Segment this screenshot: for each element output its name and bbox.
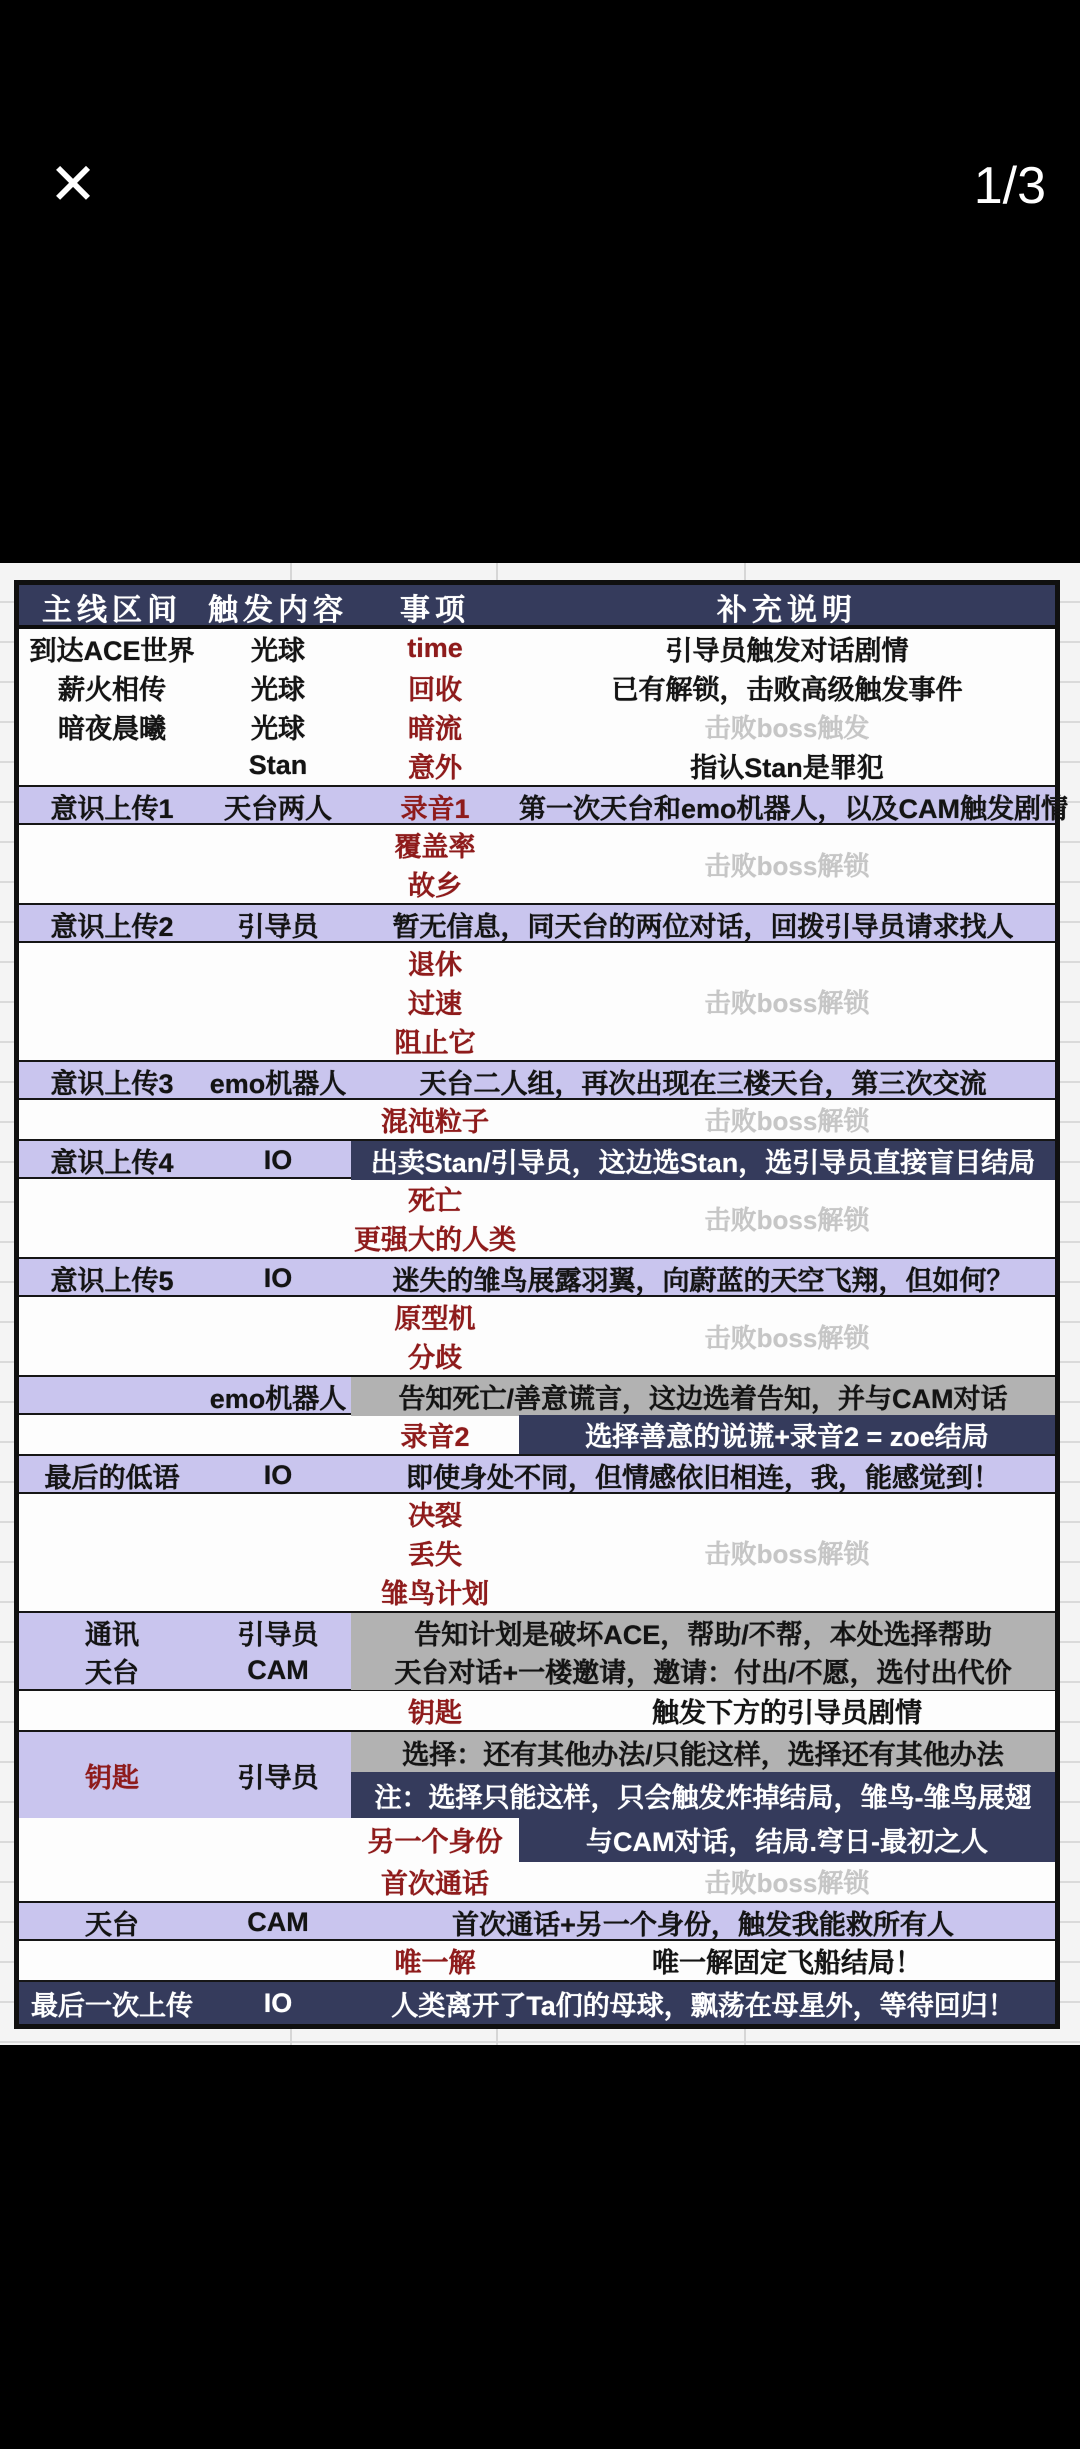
table-cell <box>351 1179 519 1257</box>
table-cell: IO <box>263 1145 293 1175</box>
table-cell: 告知死亡/善意谎言，这边选着告知，并与CAM对话 <box>351 1377 1055 1416</box>
watermark-text: 击败boss解锁 <box>704 1868 870 1898</box>
table-row <box>19 1139 1055 1179</box>
table-cell: 意识上传3 <box>50 1069 174 1099</box>
table-cell: 人类离开了Ta们的母球，飘荡在母星外，等待回归！ <box>391 1990 1015 2021</box>
table-cell: 唯一解 <box>394 1948 476 1978</box>
event-item: 分歧 <box>408 1343 462 1373</box>
table-cell: emo机器人 <box>209 1384 347 1414</box>
event-item: 更强大的人类 <box>354 1225 516 1255</box>
table-cell: 天台两人 <box>224 794 332 824</box>
table-row <box>19 1297 1055 1375</box>
table-row <box>19 1862 1055 1901</box>
watermark-text: 击败boss解锁 <box>704 988 870 1018</box>
table-cell: 暗夜晨曦 <box>58 714 166 744</box>
table-cell: 光球 <box>251 675 305 705</box>
table-row <box>19 1730 1055 1816</box>
table-cell: 另一个身份 <box>367 1826 503 1857</box>
table-cell: IO <box>263 1263 293 1293</box>
table-row <box>19 746 1055 785</box>
table-cell: 暗流 <box>408 714 462 744</box>
table-row <box>19 1941 1055 1980</box>
table-row <box>19 629 1055 668</box>
walkthrough-table <box>14 580 1069 2029</box>
table-cell: 天台二人组，再次出现在三楼天台，第三次交流 <box>419 1069 987 1099</box>
image-view[interactable] <box>0 563 1080 2045</box>
table-row <box>19 1060 1055 1100</box>
table-cell: 天台 <box>85 1910 139 1940</box>
table-row <box>19 668 1055 707</box>
event-item: 过速 <box>408 989 462 1019</box>
table-cell: 录音2 <box>400 1422 470 1452</box>
table-row <box>19 1611 1055 1651</box>
table-cell: 回收 <box>408 675 462 705</box>
table-cell: 通讯 <box>85 1620 139 1650</box>
event-item: 退休 <box>408 950 462 980</box>
table-cell: Stan <box>248 750 308 780</box>
table-cell: 意识上传4 <box>50 1148 174 1178</box>
table-cell: IO <box>263 1460 293 1490</box>
table-cell: emo机器人 <box>209 1069 347 1099</box>
watermark-text: 击败boss解锁 <box>704 1539 870 1569</box>
table-cell-group <box>351 1732 1055 1818</box>
watermark-text: 击败boss解锁 <box>704 1106 870 1136</box>
table-row <box>19 1494 1055 1611</box>
table-cell: 录音1 <box>400 794 470 824</box>
event-item: 雏鸟计划 <box>381 1579 489 1609</box>
table-cell: 钥匙 <box>408 1698 462 1728</box>
event-item: 决裂 <box>408 1501 462 1531</box>
table-cell: 首次通话+另一个身份，触发我能救所有人 <box>452 1910 954 1940</box>
table-cell: 第一次天台和emo机器人，以及CAM触发剧情 <box>519 794 1069 824</box>
table-row <box>19 1257 1055 1297</box>
event-item: 覆盖率 <box>394 832 476 862</box>
table-cell <box>351 1297 519 1375</box>
table-cell: 唯一解固定飞船结局！ <box>652 1948 922 1978</box>
close-icon[interactable]: ✕ <box>48 152 98 217</box>
table-row <box>19 1980 1055 2024</box>
table-row <box>19 1179 1055 1257</box>
table-cell: 注：选择只能这样，只会触发炸掉结局，雏鸟-雏鸟展翅 <box>351 1772 1055 1818</box>
table-cell: 选择：还有其他办法/只能这样，选择还有其他办法 <box>351 1732 1055 1772</box>
table-cell: 引导员触发对话剧情 <box>665 636 909 666</box>
table-cell-group <box>19 1732 351 1818</box>
column-header: 主线区间 <box>42 594 182 627</box>
table-cell: 意识上传2 <box>50 912 174 942</box>
column-header: 事项 <box>400 594 470 627</box>
event-item: 死亡 <box>408 1186 462 1216</box>
table-cell: 暂无信息，同天台的两位对话，回拨引导员请求找人 <box>392 912 1014 942</box>
column-header: 触发内容 <box>208 594 348 627</box>
table-cell: 即使身处不同，但情感依旧相连，我，能感觉到！ <box>406 1463 1000 1493</box>
table-cell: 出卖Stan/引导员，这边选Stan，选引导员直接盲目结局 <box>351 1141 1055 1180</box>
table-row <box>19 903 1055 943</box>
event-item: 阻止它 <box>394 1028 476 1058</box>
table-cell: time <box>407 633 463 663</box>
table-row <box>19 1816 1055 1862</box>
table-cell: IO <box>263 1987 293 2018</box>
table-cell: 首次通话 <box>381 1869 489 1899</box>
table-cell: 引导员 <box>237 912 319 942</box>
table-cell: 意识上传5 <box>50 1266 174 1296</box>
event-item: 原型机 <box>394 1304 476 1334</box>
table-cell: 引导员 <box>237 1762 319 1793</box>
table-cell: 光球 <box>251 636 305 666</box>
table-row <box>19 1691 1055 1730</box>
table-cell <box>351 943 519 1060</box>
table-row <box>19 707 1055 746</box>
table-cell: 光球 <box>251 714 305 744</box>
table-cell: 钥匙 <box>85 1762 139 1793</box>
table-cell: 最后的低语 <box>44 1463 180 1493</box>
table-cell: 薪火相传 <box>58 675 166 705</box>
table-row <box>19 825 1055 903</box>
table-cell: 天台对话+一楼邀请，邀请：付出/不愿，选付出代价 <box>351 1651 1055 1690</box>
watermark-text: 击败boss解锁 <box>704 1204 870 1235</box>
table-cell: 触发下方的引导员剧情 <box>652 1698 922 1728</box>
table-header-row <box>19 585 1055 629</box>
table-cell: CAM <box>247 1655 309 1685</box>
table-cell: 意识上传1 <box>50 794 174 824</box>
table-cell: 迷失的雏鸟展露羽翼，向蔚蓝的天空飞翔，但如何？ <box>392 1266 1014 1296</box>
event-item: 丢失 <box>408 1540 462 1570</box>
table-row <box>19 1901 1055 1941</box>
table-row <box>19 1375 1055 1415</box>
table-cell: 到达ACE世界 <box>29 636 195 666</box>
table-cell: 已有解锁，击败高级触发事件 <box>611 675 963 705</box>
table-row <box>19 1454 1055 1494</box>
table-row <box>19 785 1069 825</box>
table-cell: 天台 <box>85 1658 139 1688</box>
table-cell: 最后一次上传 <box>31 1990 193 2021</box>
event-item: 故乡 <box>408 871 462 901</box>
table-cell: 指认Stan是罪犯 <box>690 753 884 783</box>
table-cell: 与CAM对话，结局.穹日-最初之人 <box>519 1816 1055 1862</box>
page-indicator: 1/3 <box>973 157 1046 215</box>
table-cell: CAM <box>247 1907 309 1937</box>
table-cell: 选择善意的说谎+录音2 = zoe结局 <box>519 1415 1055 1454</box>
table-cell <box>351 1494 519 1611</box>
table-cell <box>351 825 519 903</box>
table-row <box>19 1100 1055 1139</box>
column-header: 补充说明 <box>717 594 857 627</box>
table-cell: 混沌粒子 <box>381 1107 489 1137</box>
watermark-text: 击败boss触发 <box>704 713 870 743</box>
watermark-text: 击败boss解锁 <box>704 1322 870 1353</box>
table-row <box>19 943 1055 1060</box>
table-row <box>19 1651 1055 1691</box>
table-row <box>19 1415 1055 1454</box>
table-cell: 告知计划是破坏ACE，帮助/不帮，本处选择帮助 <box>351 1613 1055 1652</box>
viewer-topbar <box>0 0 1080 280</box>
table-cell: 意外 <box>408 753 462 783</box>
watermark-text: 击败boss解锁 <box>704 850 870 881</box>
table-cell: 引导员 <box>237 1620 319 1650</box>
